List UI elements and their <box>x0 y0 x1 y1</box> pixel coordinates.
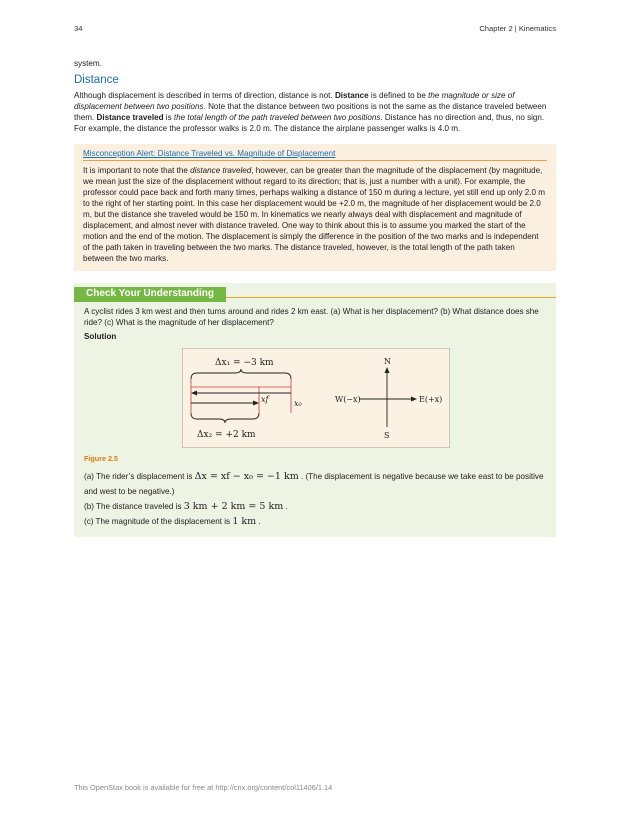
distance-paragraph: Although displacement is described in terms of direction, distance is not. Distance is defined to be the magnitude or size of displacement between two positions. Note that the distance between two positions is not the same as the distance traveled between them. Distance traveled is the total length of the path traveled between two positions. Distance has no direction and, thus, no sign. For example, the distance the professor walks is 2.0 m. The distance the airplane passenger walks is 4.0 m. <box>74 91 547 133</box>
term-distance-traveled: Distance traveled <box>96 113 164 122</box>
west-label: W(−x) <box>335 395 361 404</box>
misconception-body: It is important to note that the distance traveled, however, can be greater than the magnitude of the displacement (by magnitude, we mean just the size of the displacement without regard to its direction; that is, just a number with a unit). For example, the professor could pace back and forth many times, perhaps walking a distance of 150 m during a lecture, yet still end up only 2.0 m to the right of her starting point. In this case her displacement would be +2.0 m, the magnitude of her displacement would be 2.0 m, but the distance she traveled would be 150 m. In kinematics we nearly always deal with displacement and magnitude of displacement, and almost never with distance traveled. One way to think about this is to assume you marked the start of the motion and the end of the motion. The displacement is simply the difference in the position of the two marks and is independent of the path taken in traveling between the two marks. The distance traveled, however, is the total length of the path taken between the two marks. <box>83 166 546 263</box>
xf-label: xf <box>261 395 269 404</box>
misconception-title: Misconception Alert: Distance Traveled vs. Magnitude of Displacement <box>83 149 547 161</box>
answer-b: (b) The distance traveled is 3 km + 2 km = 5 km . <box>84 501 288 512</box>
dx1-brace <box>191 369 291 379</box>
x0-label: x₀ <box>294 399 302 408</box>
displacement-diagram <box>183 349 449 447</box>
answer-a: (a) The rider’s displacement is Δx = xf − x₀ = −1 km . (The displacement is negative because we take east to be positive and west to be negative.) <box>84 471 544 496</box>
answer-c-math: 1 km <box>232 516 257 527</box>
intro-fragment: system. <box>74 59 102 68</box>
page-number: 34 <box>74 24 83 33</box>
dx1-label: Δx₁ = −3 km <box>215 358 274 368</box>
north-label: N <box>384 357 391 366</box>
page-footer: This OpenStax book is available for free at http://cnx.org/content/col11406/1.14 <box>74 783 333 792</box>
east-compass-arrowhead <box>411 397 417 402</box>
figure-2-5 <box>182 348 450 448</box>
east-label: E(+x) <box>419 395 443 404</box>
north-arrowhead <box>385 367 390 373</box>
check-your-understanding <box>74 283 556 537</box>
west-arrowhead <box>191 391 197 396</box>
cyu-heading: Check Your Understanding <box>74 287 226 302</box>
dx2-label: Δx₂ = +2 km <box>197 430 256 440</box>
chapter-header: Chapter 2 | Kinematics <box>479 24 556 33</box>
solution-label: Solution <box>84 332 117 341</box>
answer-a-math: Δx = xf − x₀ = −1 km <box>194 471 299 482</box>
south-label: S <box>384 431 390 440</box>
dx2-brace <box>191 413 259 423</box>
figure-caption: Figure 2.5 <box>84 454 118 463</box>
term-distance: Distance <box>334 91 369 100</box>
cyu-header <box>74 283 556 298</box>
page-content <box>74 58 556 537</box>
section-title: Distance <box>74 74 119 86</box>
misconception-alert <box>74 144 556 271</box>
answer-b-math: 3 km + 2 km = 5 km <box>183 501 284 512</box>
east-arrowhead <box>253 401 259 406</box>
cyu-question: A cyclist rides 3 km west and then turns around and rides 2 km east. (a) What is her displacement? (b) What distance does she ride? (c) What is the magnitude of her displacement? <box>84 307 539 327</box>
answer-c: (c) The magnitude of the displacement is 1 km . <box>84 516 261 527</box>
